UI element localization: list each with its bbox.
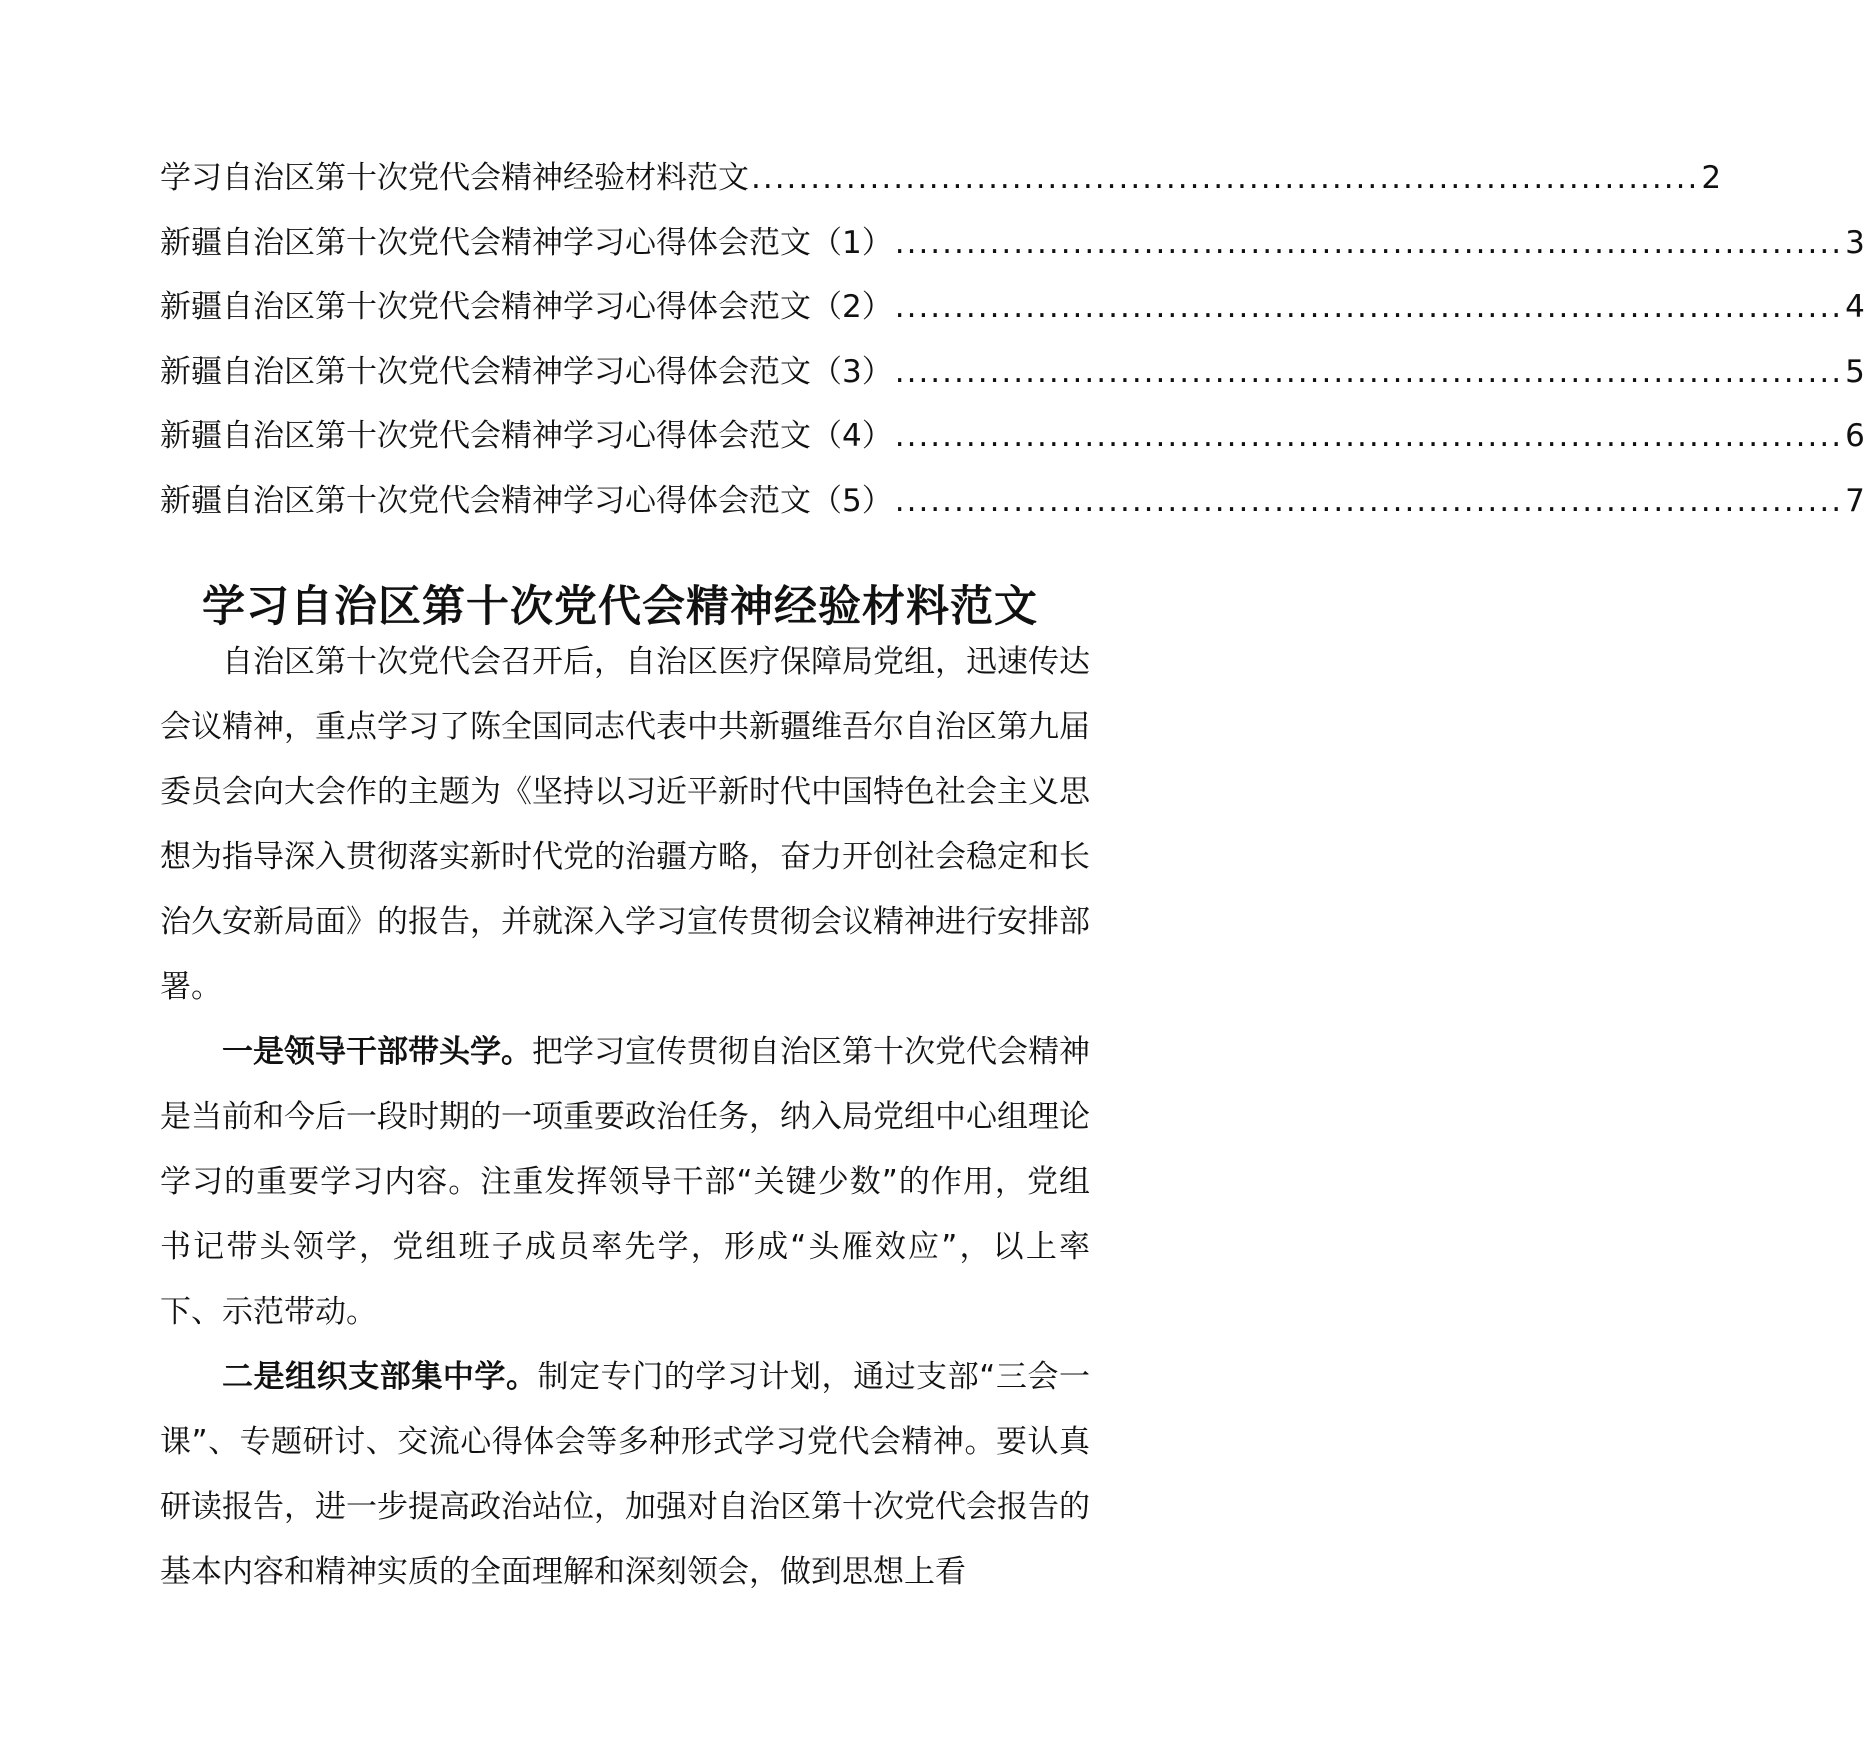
toc-entry[interactable] <box>160 275 1865 340</box>
toc-entry[interactable] <box>160 211 1865 276</box>
toc-entry-page: 6 <box>1845 418 1865 454</box>
paragraph-lead: 一是领导干部带头学。 <box>222 1034 532 1070</box>
toc-entry-page: 4 <box>1845 289 1865 325</box>
toc-entry-title: 新疆自治区第十次党代会精神学习心得体会范文（1） <box>160 224 893 261</box>
toc-leader-dots: ................................................................................ <box>894 353 1844 390</box>
body-paragraph <box>160 1345 1090 1605</box>
paragraph-lead: 二是组织支部集中学。 <box>222 1359 538 1395</box>
toc-leader-dots: ................................................................................ <box>751 160 1700 196</box>
toc-entry-title: 学习自治区第十次党代会精神经验材料范文 <box>160 160 749 196</box>
table-of-contents <box>160 146 1865 533</box>
toc-entry-title: 新疆自治区第十次党代会精神学习心得体会范文（5） <box>160 482 893 519</box>
article-title: 学习自治区第十次党代会精神经验材料范文 <box>202 581 1038 632</box>
paragraph-text: 制定专门的学习计划，通过支部“三会一课”、专题研讨、交流心得体会等多种形式学习党代会精神。要认真研读报告，进一步提高政治站位，加强对自治区第十次党代会报告的基本内容和精神实质的全面理解和深刻领会，做到思想上看 <box>160 1359 1091 1590</box>
toc-entry-page: 7 <box>1845 482 1865 519</box>
paragraph-text: 自治区第十次党代会召开后，自治区医疗保障局党组，迅速传达会议精神，重点学习了陈全国同志代表中共新疆维吾尔自治区第九届委员会向大会作的主题为《坚持以习近平新时代中国特色社会主义思想为指导深入贯彻落实新时代党的治疆方略，奋力开创社会稳定和长治久安新局面》的报告，并就深入学习宣传贯彻会议精神进行安排部署。 <box>160 644 1090 1005</box>
toc-entry-page: 3 <box>1845 224 1865 261</box>
toc-entry-page: 5 <box>1845 353 1865 390</box>
toc-entry-title: 新疆自治区第十次党代会精神学习心得体会范文（4） <box>160 418 893 454</box>
toc-leader-dots: ................................................................................ <box>894 224 1844 261</box>
toc-entry-title: 新疆自治区第十次党代会精神学习心得体会范文（2） <box>160 289 893 325</box>
toc-entry[interactable] <box>160 340 1865 405</box>
article-body <box>160 630 1090 1605</box>
body-paragraph <box>160 630 1090 1020</box>
toc-leader-dots: ................................................................................ <box>894 418 1844 454</box>
toc-leader-dots: ................................................................................ <box>894 482 1844 519</box>
toc-entry[interactable] <box>160 469 1865 534</box>
toc-entry-title: 新疆自治区第十次党代会精神学习心得体会范文（3） <box>160 353 893 390</box>
paragraph-text: 把学习宣传贯彻自治区第十次党代会精神是当前和今后一段时期的一项重要政治任务，纳入局党组中心组理论学习的重要学习内容。注重发挥领导干部“关键少数”的作用，党组书记带头领学，党组班子成员率先学，形成“头雁效应”，以上率下、示范带动。 <box>160 1034 1090 1330</box>
toc-entry-page: 2 <box>1701 160 1722 196</box>
toc-entry[interactable] <box>160 146 1722 211</box>
toc-entry[interactable] <box>160 404 1865 469</box>
toc-leader-dots: ................................................................................ <box>894 289 1844 325</box>
body-paragraph <box>160 1020 1090 1345</box>
